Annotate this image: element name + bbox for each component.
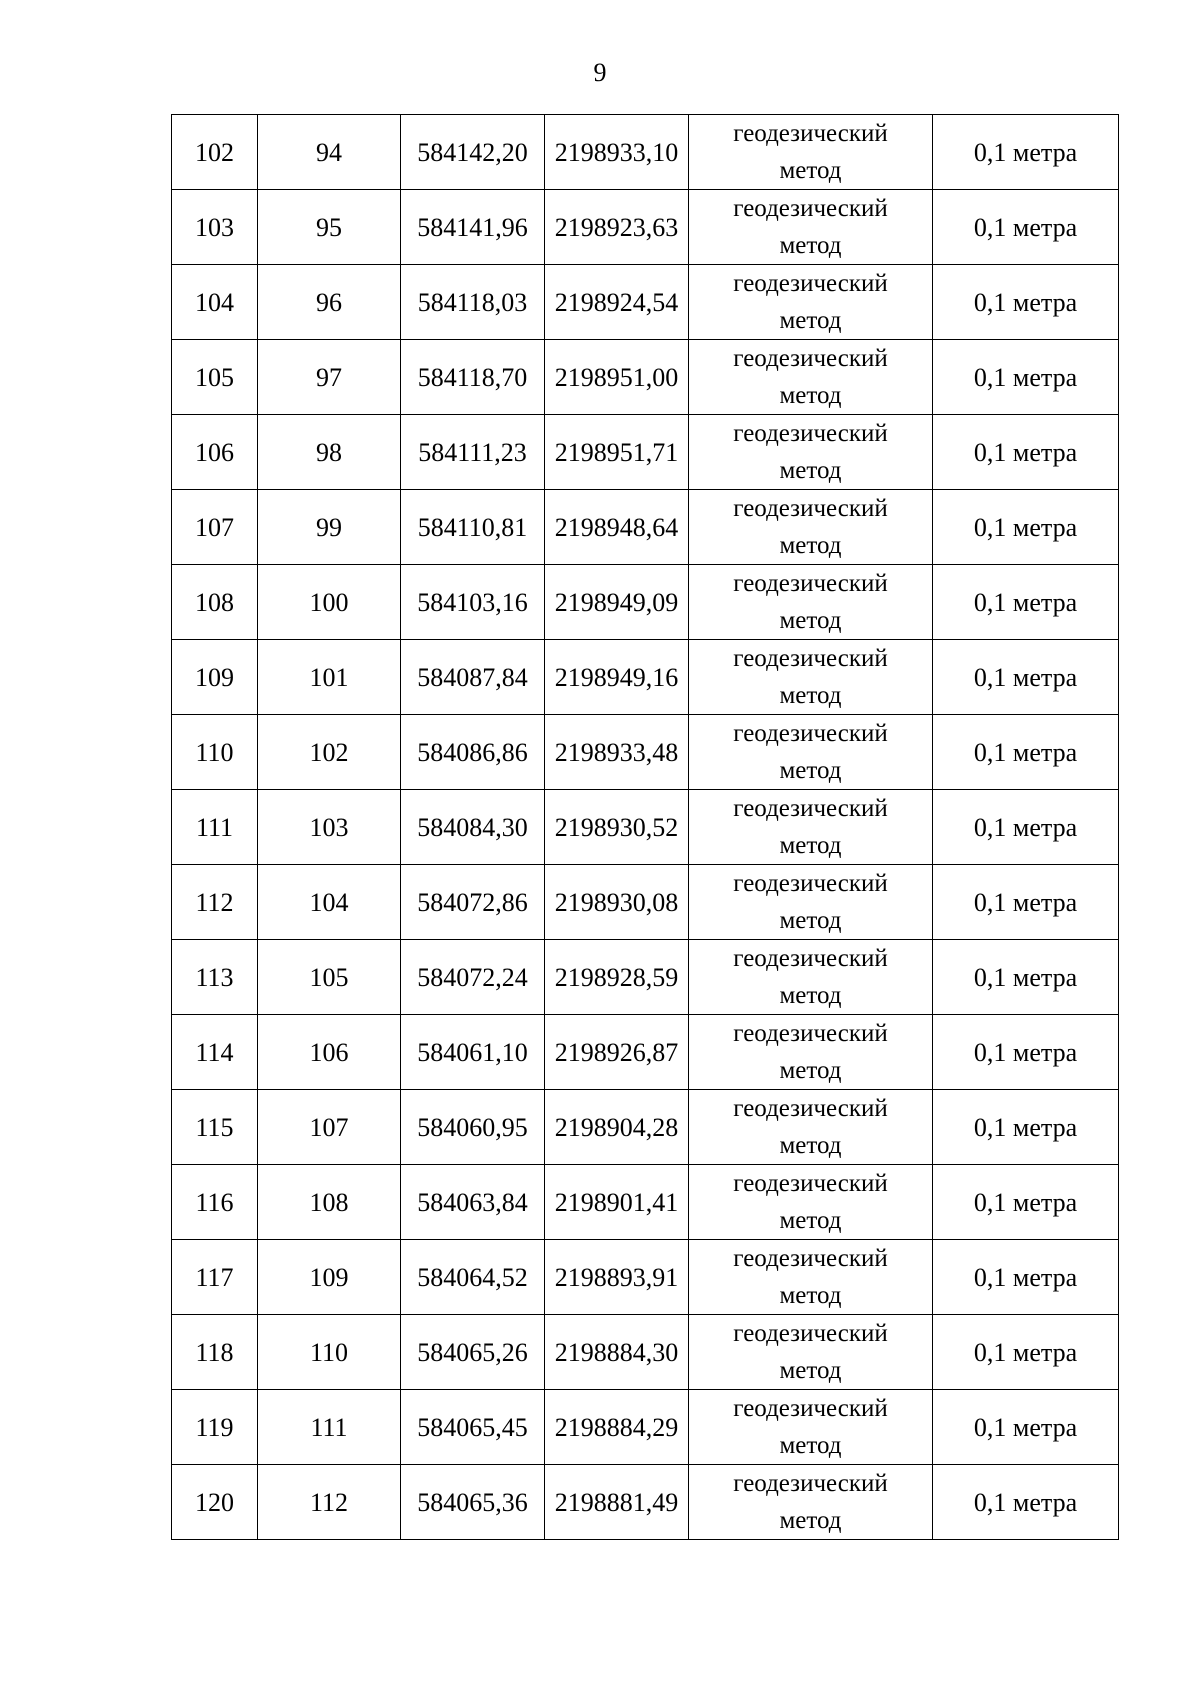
page-number: 9 <box>593 58 607 87</box>
x-coordinate-cell: 584064,52 <box>401 1240 545 1315</box>
method-line-1: геодезический <box>733 870 888 897</box>
y-coordinate-cell: 2198933,48 <box>545 715 689 790</box>
row-number-cell: 102 <box>172 115 258 190</box>
table-row <box>172 1390 1119 1465</box>
x-coordinate-cell: 584118,03 <box>401 265 545 340</box>
row-number-cell: 114 <box>172 1015 258 1090</box>
method-line-2: метод <box>779 1507 842 1534</box>
point-number-cell: 109 <box>258 1240 401 1315</box>
accuracy-cell: 0,1 метра <box>933 415 1119 490</box>
method-cell <box>689 415 933 490</box>
table-body <box>172 115 1119 1540</box>
y-coordinate-cell: 2198884,30 <box>545 1315 689 1390</box>
method-line-2: метод <box>779 982 842 1009</box>
accuracy-cell: 0,1 метра <box>933 340 1119 415</box>
method-line-1: геодезический <box>733 945 888 972</box>
x-coordinate-cell: 584141,96 <box>401 190 545 265</box>
x-coordinate-cell: 584103,16 <box>401 565 545 640</box>
x-coordinate-cell: 584072,24 <box>401 940 545 1015</box>
method-cell <box>689 865 933 940</box>
point-number-cell: 110 <box>258 1315 401 1390</box>
row-number-cell: 112 <box>172 865 258 940</box>
accuracy-cell: 0,1 метра <box>933 1165 1119 1240</box>
row-number-cell: 103 <box>172 190 258 265</box>
row-number-cell: 113 <box>172 940 258 1015</box>
method-line-2: метод <box>779 907 842 934</box>
y-coordinate-cell: 2198933,10 <box>545 115 689 190</box>
method-line-2: метод <box>779 157 842 184</box>
accuracy-cell: 0,1 метра <box>933 1015 1119 1090</box>
table-row <box>172 1165 1119 1240</box>
row-number-cell: 120 <box>172 1465 258 1540</box>
point-number-cell: 112 <box>258 1465 401 1540</box>
method-line-1: геодезический <box>733 1395 888 1422</box>
row-number-cell: 118 <box>172 1315 258 1390</box>
method-cell <box>689 1315 933 1390</box>
method-line-2: метод <box>779 457 842 484</box>
y-coordinate-cell: 2198893,91 <box>545 1240 689 1315</box>
y-coordinate-cell: 2198926,87 <box>545 1015 689 1090</box>
method-line-1: геодезический <box>733 1020 888 1047</box>
x-coordinate-cell: 584065,26 <box>401 1315 545 1390</box>
method-cell <box>689 1090 933 1165</box>
y-coordinate-cell: 2198949,09 <box>545 565 689 640</box>
accuracy-cell: 0,1 метра <box>933 1240 1119 1315</box>
row-number-cell: 111 <box>172 790 258 865</box>
method-line-2: метод <box>779 1357 842 1384</box>
method-line-2: метод <box>779 382 842 409</box>
row-number-cell: 117 <box>172 1240 258 1315</box>
method-line-2: метод <box>779 832 842 859</box>
method-line-2: метод <box>779 232 842 259</box>
accuracy-cell: 0,1 метра <box>933 865 1119 940</box>
x-coordinate-cell: 584063,84 <box>401 1165 545 1240</box>
method-line-2: метод <box>779 532 842 559</box>
y-coordinate-cell: 2198923,63 <box>545 190 689 265</box>
row-number-cell: 107 <box>172 490 258 565</box>
method-cell <box>689 115 933 190</box>
method-line-2: метод <box>779 1057 842 1084</box>
method-cell <box>689 640 933 715</box>
row-number-cell: 109 <box>172 640 258 715</box>
accuracy-cell: 0,1 метра <box>933 1315 1119 1390</box>
method-line-2: метод <box>779 307 842 334</box>
method-line-1: геодезический <box>733 1320 888 1347</box>
method-line-1: геодезический <box>733 570 888 597</box>
x-coordinate-cell: 584065,45 <box>401 1390 545 1465</box>
table-row <box>172 1315 1119 1390</box>
x-coordinate-cell: 584072,86 <box>401 865 545 940</box>
method-line-2: метод <box>779 1132 842 1159</box>
y-coordinate-cell: 2198949,16 <box>545 640 689 715</box>
x-coordinate-cell: 584060,95 <box>401 1090 545 1165</box>
method-line-1: геодезический <box>733 795 888 822</box>
point-number-cell: 106 <box>258 1015 401 1090</box>
accuracy-cell: 0,1 метра <box>933 715 1119 790</box>
accuracy-cell: 0,1 метра <box>933 640 1119 715</box>
table-row <box>172 1015 1119 1090</box>
method-line-2: метод <box>779 757 842 784</box>
table-row <box>172 940 1119 1015</box>
table-row <box>172 340 1119 415</box>
method-cell <box>689 1390 933 1465</box>
method-line-2: метод <box>779 1282 842 1309</box>
method-line-1: геодезический <box>733 1170 888 1197</box>
point-number-cell: 108 <box>258 1165 401 1240</box>
row-number-cell: 105 <box>172 340 258 415</box>
method-cell <box>689 340 933 415</box>
y-coordinate-cell: 2198930,08 <box>545 865 689 940</box>
table-row <box>172 265 1119 340</box>
accuracy-cell: 0,1 метра <box>933 790 1119 865</box>
method-cell <box>689 940 933 1015</box>
point-number-cell: 102 <box>258 715 401 790</box>
x-coordinate-cell: 584065,36 <box>401 1465 545 1540</box>
table-row <box>172 640 1119 715</box>
accuracy-cell: 0,1 метра <box>933 1390 1119 1465</box>
row-number-cell: 119 <box>172 1390 258 1465</box>
method-line-1: геодезический <box>733 120 888 147</box>
point-number-cell: 105 <box>258 940 401 1015</box>
y-coordinate-cell: 2198930,52 <box>545 790 689 865</box>
method-cell <box>689 265 933 340</box>
x-coordinate-cell: 584084,30 <box>401 790 545 865</box>
x-coordinate-cell: 584142,20 <box>401 115 545 190</box>
y-coordinate-cell: 2198904,28 <box>545 1090 689 1165</box>
method-cell <box>689 790 933 865</box>
point-number-cell: 94 <box>258 115 401 190</box>
accuracy-cell: 0,1 метра <box>933 1090 1119 1165</box>
method-cell <box>689 715 933 790</box>
method-cell <box>689 190 933 265</box>
accuracy-cell: 0,1 метра <box>933 190 1119 265</box>
point-number-cell: 99 <box>258 490 401 565</box>
method-line-1: геодезический <box>733 195 888 222</box>
table-row <box>172 1090 1119 1165</box>
method-line-1: геодезический <box>733 270 888 297</box>
table-row <box>172 715 1119 790</box>
method-cell <box>689 565 933 640</box>
method-cell <box>689 1465 933 1540</box>
method-line-1: геодезический <box>733 420 888 447</box>
method-line-1: геодезический <box>733 1245 888 1272</box>
y-coordinate-cell: 2198948,64 <box>545 490 689 565</box>
point-number-cell: 107 <box>258 1090 401 1165</box>
point-number-cell: 95 <box>258 190 401 265</box>
table-row <box>172 490 1119 565</box>
table-row <box>172 415 1119 490</box>
method-cell <box>689 1015 933 1090</box>
table-row <box>172 565 1119 640</box>
row-number-cell: 106 <box>172 415 258 490</box>
y-coordinate-cell: 2198884,29 <box>545 1390 689 1465</box>
point-number-cell: 111 <box>258 1390 401 1465</box>
accuracy-cell: 0,1 метра <box>933 490 1119 565</box>
row-number-cell: 110 <box>172 715 258 790</box>
x-coordinate-cell: 584118,70 <box>401 340 545 415</box>
y-coordinate-cell: 2198901,41 <box>545 1165 689 1240</box>
method-cell <box>689 1240 933 1315</box>
method-line-1: геодезический <box>733 1095 888 1122</box>
method-line-2: метод <box>779 1207 842 1234</box>
method-line-1: геодезический <box>733 720 888 747</box>
coordinates-table <box>171 114 1119 1540</box>
accuracy-cell: 0,1 метра <box>933 115 1119 190</box>
method-line-2: метод <box>779 607 842 634</box>
row-number-cell: 115 <box>172 1090 258 1165</box>
method-line-1: геодезический <box>733 345 888 372</box>
table-row <box>172 865 1119 940</box>
method-line-2: метод <box>779 682 842 709</box>
table-row <box>172 1240 1119 1315</box>
table-row <box>172 1465 1119 1540</box>
point-number-cell: 104 <box>258 865 401 940</box>
point-number-cell: 97 <box>258 340 401 415</box>
method-line-1: геодезический <box>733 645 888 672</box>
accuracy-cell: 0,1 метра <box>933 265 1119 340</box>
point-number-cell: 101 <box>258 640 401 715</box>
method-line-1: геодезический <box>733 1470 888 1497</box>
accuracy-cell: 0,1 метра <box>933 940 1119 1015</box>
method-line-1: геодезический <box>733 495 888 522</box>
row-number-cell: 108 <box>172 565 258 640</box>
point-number-cell: 100 <box>258 565 401 640</box>
y-coordinate-cell: 2198951,00 <box>545 340 689 415</box>
accuracy-cell: 0,1 метра <box>933 565 1119 640</box>
x-coordinate-cell: 584061,10 <box>401 1015 545 1090</box>
method-cell <box>689 490 933 565</box>
method-line-2: метод <box>779 1432 842 1459</box>
row-number-cell: 116 <box>172 1165 258 1240</box>
point-number-cell: 96 <box>258 265 401 340</box>
y-coordinate-cell: 2198924,54 <box>545 265 689 340</box>
x-coordinate-cell: 584111,23 <box>401 415 545 490</box>
table-row <box>172 115 1119 190</box>
table-row <box>172 190 1119 265</box>
row-number-cell: 104 <box>172 265 258 340</box>
point-number-cell: 98 <box>258 415 401 490</box>
y-coordinate-cell: 2198928,59 <box>545 940 689 1015</box>
x-coordinate-cell: 584110,81 <box>401 490 545 565</box>
x-coordinate-cell: 584086,86 <box>401 715 545 790</box>
y-coordinate-cell: 2198881,49 <box>545 1465 689 1540</box>
accuracy-cell: 0,1 метра <box>933 1465 1119 1540</box>
method-cell <box>689 1165 933 1240</box>
x-coordinate-cell: 584087,84 <box>401 640 545 715</box>
y-coordinate-cell: 2198951,71 <box>545 415 689 490</box>
table-row <box>172 790 1119 865</box>
point-number-cell: 103 <box>258 790 401 865</box>
